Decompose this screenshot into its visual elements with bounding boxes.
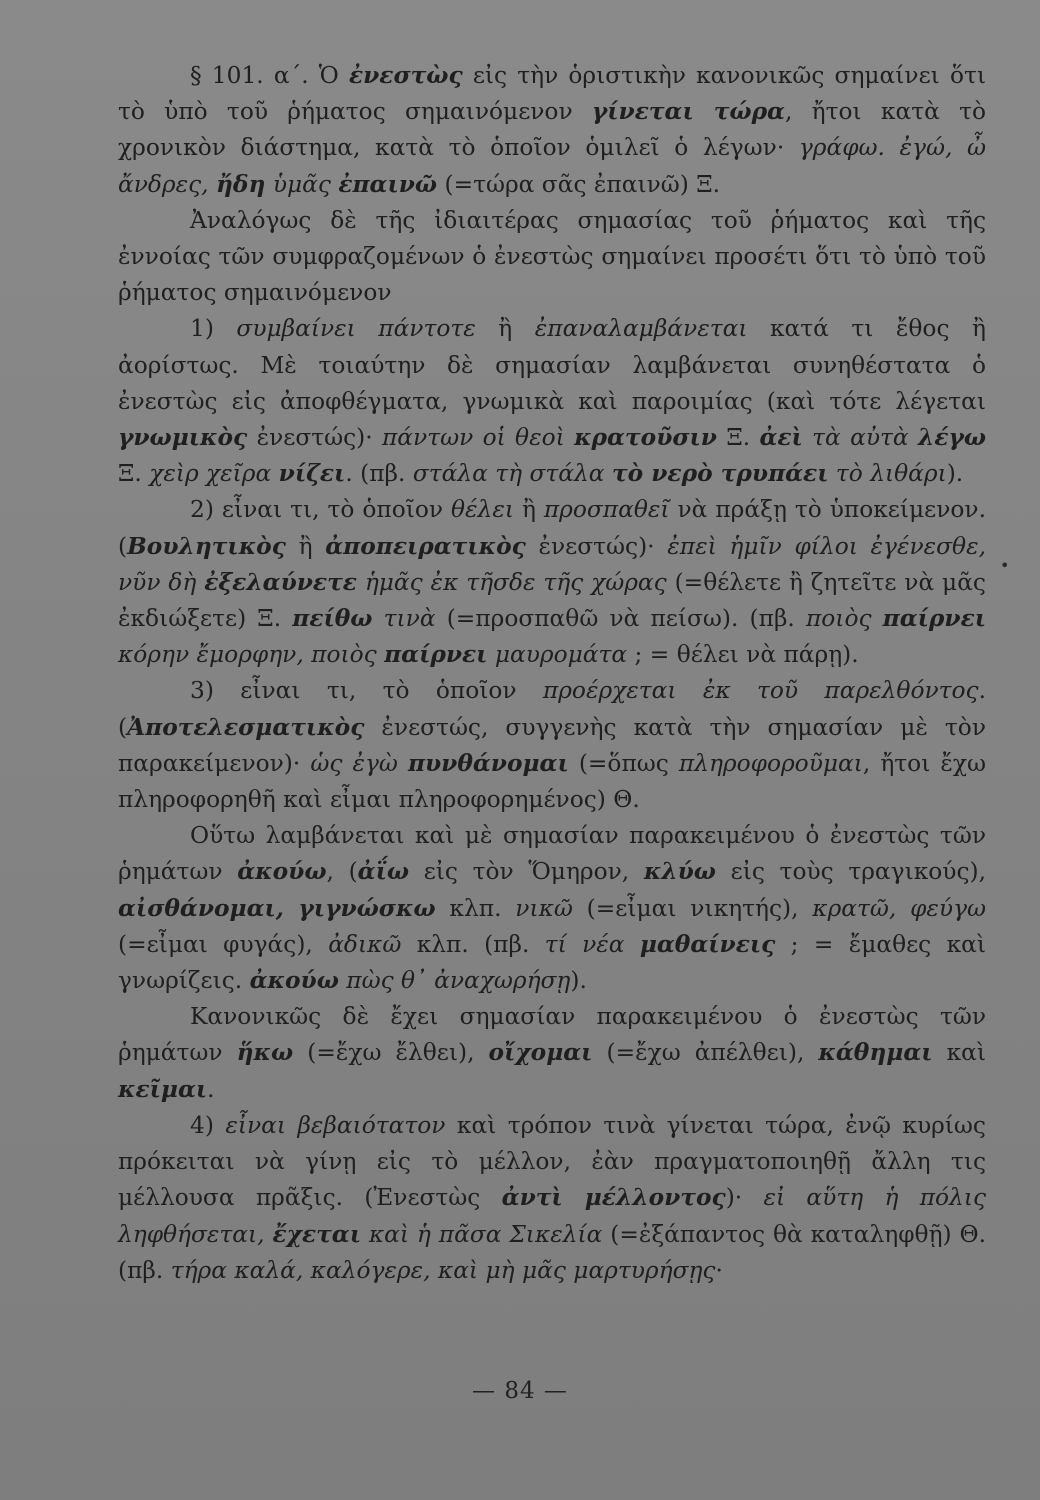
paragraph [118,673,986,818]
emphasis-italic: πάντων οἱ θεοὶ [381,424,565,452]
paragraph [118,1108,986,1289]
text-run: 2) εἶναι τι, τὸ ὁποῖον [190,496,452,524]
emphasis-italic: κρατῶ, φεύγω [812,894,986,922]
emphasis-bold: κάθημαι [818,1039,933,1067]
text-run: (=ἐξάπαντος θὰ καταληφθῇ) Θ. (πβ. [118,1220,987,1284]
text-run: ). [570,967,587,995]
emphasis-bold: Βουλητικὸς [127,532,286,560]
text-run [357,569,365,596]
emphasis-italic: ὑμᾶς [272,170,331,198]
emphasis-bold: κρατοῦσιν [574,424,717,452]
text-run: (=θέλετε ἢ ζητεῖτε νὰ μᾶς ἐκδιώξετε) Ξ. [118,568,986,633]
text-run: (=εἶμαι φυγάς), [118,930,329,958]
emphasis-bold: ἐπαινῶ [338,170,438,198]
paragraph [118,203,986,312]
emphasis-bold: παίρνει [882,605,987,633]
text-run: κατά τι ἔθος ἢ ἀορίστως. Μὲ τοιαύτην δὲ σημασίαν λαμβάνεται συνηθέστατα ὁ ἐνεστὼς εἰς ἀποφθέγματα, γνωμικὰ καὶ παροιμίας (καὶ τότε λέγεται [118,315,986,415]
emphasis-italic: ποιὸς [805,605,872,633]
emphasis-bold: γίνεται τώρα [591,98,785,126]
text-run: . (πβ. [345,460,413,488]
emphasis-italic: εἶναι βεβαιότατον [225,1111,446,1139]
text-run [872,605,883,632]
emphasis-bold: ἀΐω [357,858,410,886]
text-run: · [715,1256,723,1284]
emphasis-italic: προέρχεται ἐκ τοῦ παρελθόντος [542,677,979,705]
text-run: καὶ τρόπον τινὰ γίνεται τώρα, ἐνῷ κυρίως πρόκειται νὰ γίνῃ εἰς τὸ μέλλον, ἐὰν πραγματοποιηθῇ ἄλλη τις μέλλουσα πρᾶξις. (Ἐνεστὼς [118,1111,986,1212]
text-run [828,460,835,487]
emphasis-bold: κλύω [643,858,716,886]
text-run [265,171,272,198]
text-run: ἐνεστώς)· [247,424,382,452]
text-run: εἰς τὴν ὁριστικὴν κανονικῶς σημαίνει ὅτι τὸ ὑπὸ τοῦ ῥήματος σημαινόμενον [118,62,986,126]
emphasis-bold: ἐνεστὼς [348,62,463,89]
text-run: 3) εἶναι τι, τὸ ὁποῖον [190,677,543,705]
text-run: εἰς τὸν Ὅμηρον, [409,858,644,886]
emphasis-italic: πὼς θ᾽ ἀναχωρήσῃ [346,967,571,995]
text-run: , ἤτοι ἔχω πληροφορηθῆ καὶ εἶμαι πληροφορημένος) Θ. [118,749,987,814]
text-run: Ξ. [118,460,150,488]
emphasis-italic: κόρην ἔμορφην, ποιὸς [118,641,377,669]
emphasis-italic: γράφω. ἐγώ, ὦ ἄνδρες, [118,134,986,198]
emphasis-italic: τὸ λιθάρι [835,460,947,488]
page-number: — 84 — [472,1378,568,1404]
emphasis-bold: αἰσθάνομαι, γιγνώσκω [118,894,436,922]
emphasis-bold: νίζει [278,460,346,488]
text-run: (=ἔχω ἔλθει), [293,1039,489,1067]
text-run: κλπ. [435,894,516,922]
emphasis-bold: ἀντὶ μέλλοντος [501,1184,726,1212]
text-run: εἰς τοὺς τραγικούς), [716,858,986,886]
emphasis-italic: εἰ αὕτη ἡ πόλις ληφθήσεται, [118,1184,986,1248]
text-run: ἢ [285,532,326,560]
text-run: § 101. α΄. Ὁ [190,62,349,89]
text-run: (=τώρα σᾶς ἐπαινῶ) Ξ. [437,170,721,198]
text-run [398,750,408,777]
text-run: Κανονικῶς δὲ ἔχει σημασίαν παρακειμένου ὁ ἐνεστὼς τῶν ῥημάτων [118,1003,986,1067]
emphasis-italic: συμβαίνει πάντοτε [236,315,476,343]
emphasis-italic: τί νέα [544,930,625,958]
text-run [271,460,278,487]
emphasis-italic: τὰ αὐτὰ [812,424,909,452]
text-run: Ξ. [716,424,760,452]
emphasis-bold: πείθω [292,605,373,633]
emphasis-bold: κεῖμαι [118,1075,208,1103]
text-run [372,605,383,632]
body-text [118,58,986,1289]
paragraph [118,58,986,203]
text-run [565,424,574,451]
text-run: (=ἔχω ἀπέλθει), [592,1039,819,1067]
text-run [909,424,918,451]
emphasis-italic: προσπαθεῖ [543,496,670,524]
text-run [361,1221,369,1248]
emphasis-italic: χεὶρ χεῖρα [149,460,272,488]
text-run: καὶ [932,1039,986,1067]
emphasis-bold: μαθαίνεις [639,930,776,958]
text-run [624,931,639,958]
text-run [803,424,812,451]
text-run: ἐνεστώς, συγγενὴς κατὰ τὴν σημασίαν μὲ τὸν παρακείμενον)· [118,713,986,777]
emphasis-bold: παίρνει [384,641,488,669]
emphasis-italic: ἀδικῶ [328,930,402,958]
emphasis-italic: θέλει [451,496,514,524]
emphasis-italic: ὡς ἐγὼ [310,749,398,777]
text-run: . [207,1075,215,1103]
text-run: (=ὅπως [568,749,679,777]
text-run: 1) [190,315,237,343]
emphasis-italic: ἐπεὶ ἡμῖν φίλοι ἐγένεσθε, νῦν δὴ [118,532,986,596]
emphasis-italic: καὶ ἡ πᾶσα Σικελία [368,1220,603,1248]
emphasis-italic: μαυρομάτα [494,641,628,669]
text-run: ἐνεστώς)· [525,532,668,560]
text-run: )· [725,1184,764,1212]
text-run: ἢ [475,315,535,343]
paragraph [118,492,986,673]
emphasis-italic: ἐπαναλαμβάνεται [534,315,748,343]
paragraph [118,818,986,999]
paragraph [118,999,986,1108]
text-run: ). [946,460,964,488]
emphasis-bold: ἀκούω [249,967,339,995]
emphasis-bold: ἔχεται [272,1220,362,1248]
emphasis-bold: τὸ νερὸ τρυπάει [611,460,829,488]
text-run [605,460,612,487]
emphasis-italic: πληροφοροῦμαι [678,749,863,777]
margin-mark: • [1000,556,1010,575]
text-run: (=εἶμαι νικητής), [572,894,813,922]
text-run: ἢ [513,496,544,524]
paragraph [118,311,986,492]
text-run: , ἤτοι κατὰ τὸ χρονικὸν διάστημα, κατὰ τὸ ὁποῖον ὁμιλεῖ ὁ λέγων· [118,98,987,162]
text-run: κλπ. (πβ. [401,930,545,958]
emphasis-bold: ἥκω [236,1039,294,1067]
text-run: 4) [190,1111,226,1139]
emphasis-bold: ἀεὶ [759,424,803,452]
emphasis-bold: λέγω [917,424,987,452]
text-run: ; = ἔμαθες καὶ γνωρίζεις. [118,930,987,995]
text-run: , ( [326,858,358,886]
emphasis-bold: ἀποπειρατικὸς [325,532,526,560]
emphasis-bold: οἴχομαι [488,1039,593,1067]
text-run [487,641,494,668]
emphasis-italic: στάλα τὴ στάλα [412,460,605,488]
text-run: (=προσπαθῶ νὰ πείσω). (πβ. [435,605,806,633]
emphasis-italic: νικῶ [515,894,573,922]
text-run: ; = θέλει νὰ πάρῃ). [627,641,859,669]
text-run: Ἀναλόγως δὲ τῆς ἰδιαιτέρας σημασίας τοῦ ῥήματος καὶ τῆς ἐννοίας τῶν συμφραζομένων ὁ ἐνεστὼς σημαίνει προσέτι ὅτι τὸ ὑπὸ τοῦ ῥήματος σημαινόμενον [118,206,986,307]
text-run: . ( [118,677,987,741]
text-run: Οὕτω λαμβάνεται καὶ μὲ σημασίαν παρακειμένου ὁ ἐνεστὼς τῶν ῥημάτων [118,822,986,886]
emphasis-bold: ἐξελαύνετε [204,568,357,596]
text-run [209,171,216,198]
emphasis-bold: ἀκούω [237,858,327,886]
emphasis-italic: τήρα καλά, καλόγερε, καὶ μὴ μᾶς μαρτυρήσῃς [170,1256,716,1284]
text-run [377,641,384,668]
emphasis-bold: πυνθάνομαι [407,749,569,777]
emphasis-bold: ἤδη [215,170,266,198]
emphasis-bold: Ἀποτελεσματικὸς [127,713,365,741]
text-run: νὰ πράξῃ τὸ ὑποκείμενον. ( [118,496,986,560]
emphasis-italic: ἡμᾶς ἐκ τῆσδε τῆς χώρας [364,568,667,596]
emphasis-italic: τινὰ [383,605,436,633]
emphasis-bold: γνωμικὸς [118,424,248,452]
